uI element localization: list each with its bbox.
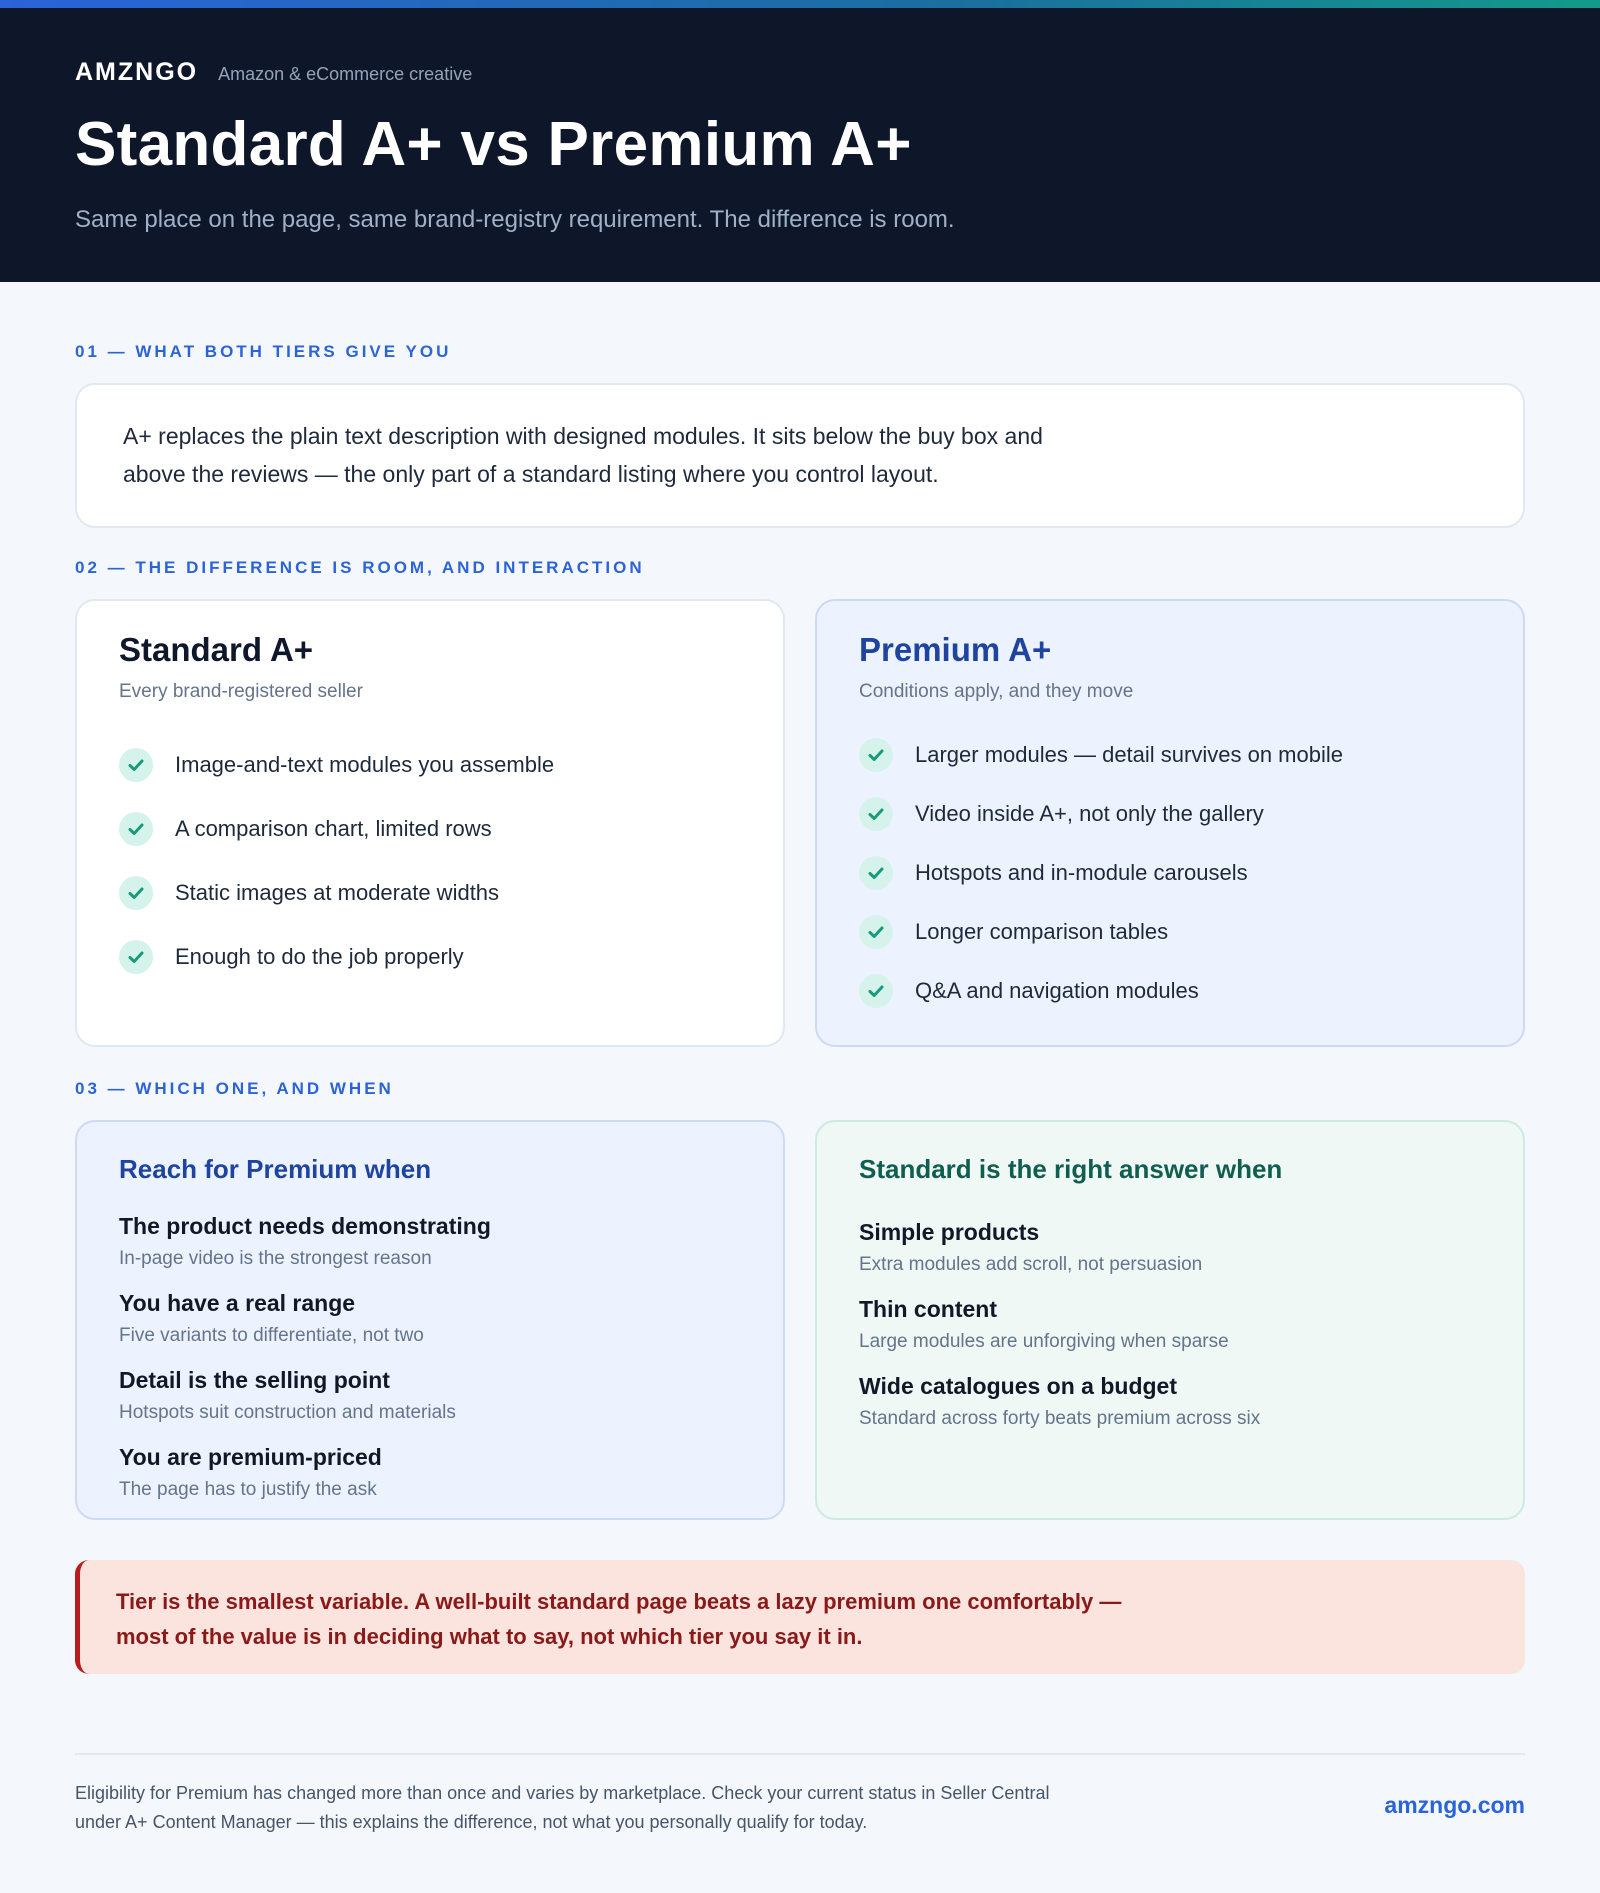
check-icon (119, 812, 153, 846)
standard-tier-title: Standard A+ (119, 631, 314, 668)
intro-card (75, 383, 1525, 528)
reason-heading: Thin content (859, 1296, 997, 1322)
standard-when-card (815, 1120, 1525, 1520)
intro-text: A+ replaces the plain text description with designed modules. It sits below the buy box and above the reviews — the only part of a standard listing where you control layout. (123, 423, 1043, 487)
reason-description: Hotspots suit construction and materials (119, 1402, 456, 1423)
check-icon (119, 876, 153, 910)
check-icon (859, 915, 893, 949)
brand-logo: AMZNGO (75, 58, 199, 86)
reason-item (119, 1290, 741, 1367)
reason-heading: You are premium-priced (119, 1444, 382, 1470)
takeaway-callout (75, 1560, 1525, 1674)
section-label-3: 03 — WHICH ONE, AND WHEN (75, 1079, 394, 1098)
feature-text: Longer comparison tables (915, 918, 1169, 944)
brand-tagline: Amazon & eCommerce creative (218, 64, 473, 84)
page-subtitle: Same place on the page, same brand-registry requirement. The difference is room. (75, 206, 955, 233)
feature-text: Q&A and navigation modules (915, 977, 1199, 1003)
reason-item (119, 1444, 741, 1521)
reason-description: Large modules are unforgiving when sparse (859, 1331, 1229, 1352)
premium-tier-subtitle: Conditions apply, and they move (859, 681, 1134, 702)
reason-item (859, 1296, 1481, 1373)
footer-divider (75, 1753, 1525, 1755)
check-icon (119, 940, 153, 974)
check-icon (859, 738, 893, 772)
standard-reason-list (859, 1219, 1481, 1450)
check-icon (859, 856, 893, 890)
check-icon (119, 748, 153, 782)
website-link[interactable]: amzngo.com (1384, 1792, 1525, 1818)
reason-description: Standard across forty beats premium across six (859, 1408, 1261, 1429)
check-icon (859, 974, 893, 1008)
check-icon (859, 797, 893, 831)
reason-heading: You have a real range (119, 1290, 356, 1316)
feature-text: Enough to do the job properly (175, 944, 464, 969)
reason-item (119, 1213, 741, 1290)
accent-bar (0, 0, 1600, 8)
section-label-1: 01 — WHAT BOTH TIERS GIVE YOU (75, 342, 452, 361)
premium-tier-card (815, 599, 1525, 1047)
premium-feature-list (859, 725, 1481, 1020)
reason-heading: The product needs demonstrating (119, 1213, 491, 1239)
feature-text: Hotspots and in-module carousels (915, 859, 1248, 885)
brand-row (75, 58, 1525, 87)
standard-when-title: Standard is the right answer when (859, 1154, 1283, 1184)
standard-tier-card (75, 599, 785, 1047)
standard-feature-list (119, 733, 741, 989)
premium-when-card (75, 1120, 785, 1520)
page-title: Standard A+ vs Premium A+ (75, 110, 912, 179)
callout-text: Tier is the smallest variable. A well-built standard page beats a lazy premium one comfortably — most of the value is in deciding what to say, not which tier you say it in. (116, 1589, 1122, 1649)
feature-item (119, 925, 741, 989)
reason-description: The page has to justify the ask (119, 1479, 377, 1500)
footer-disclaimer: Eligibility for Premium has changed more than once and varies by marketplace. Check your current status in Seller Central under A+ Content Manager — this explains the difference, not what you personally qualify for today. (75, 1783, 1050, 1832)
feature-text: Static images at moderate widths (175, 880, 500, 905)
feature-item (119, 733, 741, 797)
reason-heading: Simple products (859, 1219, 1040, 1245)
section-label-2: 02 — THE DIFFERENCE IS ROOM, AND INTERACTION (75, 558, 645, 577)
feature-text: Larger modules — detail survives on mobile (915, 741, 1343, 767)
premium-when-title: Reach for Premium when (119, 1154, 432, 1184)
page-header (0, 8, 1600, 282)
feature-text: Video inside A+, not only the gallery (915, 800, 1264, 826)
feature-item (859, 961, 1481, 1020)
reason-description: In-page video is the strongest reason (119, 1248, 432, 1269)
reason-item (859, 1219, 1481, 1296)
feature-text: Image-and-text modules you assemble (175, 752, 555, 777)
reason-item (859, 1373, 1481, 1450)
feature-item (859, 725, 1481, 784)
feature-item (859, 902, 1481, 961)
feature-item (859, 784, 1481, 843)
standard-tier-subtitle: Every brand-registered seller (119, 681, 363, 702)
reason-item (119, 1367, 741, 1444)
reason-heading: Detail is the selling point (119, 1367, 390, 1393)
feature-text: A comparison chart, limited rows (175, 816, 492, 841)
premium-reason-list (119, 1213, 741, 1521)
feature-item (859, 843, 1481, 902)
reason-heading: Wide catalogues on a budget (859, 1373, 1177, 1399)
feature-item (119, 797, 741, 861)
feature-item (119, 861, 741, 925)
premium-tier-title: Premium A+ (859, 631, 1052, 668)
reason-description: Extra modules add scroll, not persuasion (859, 1254, 1203, 1275)
reason-description: Five variants to differentiate, not two (119, 1325, 424, 1346)
